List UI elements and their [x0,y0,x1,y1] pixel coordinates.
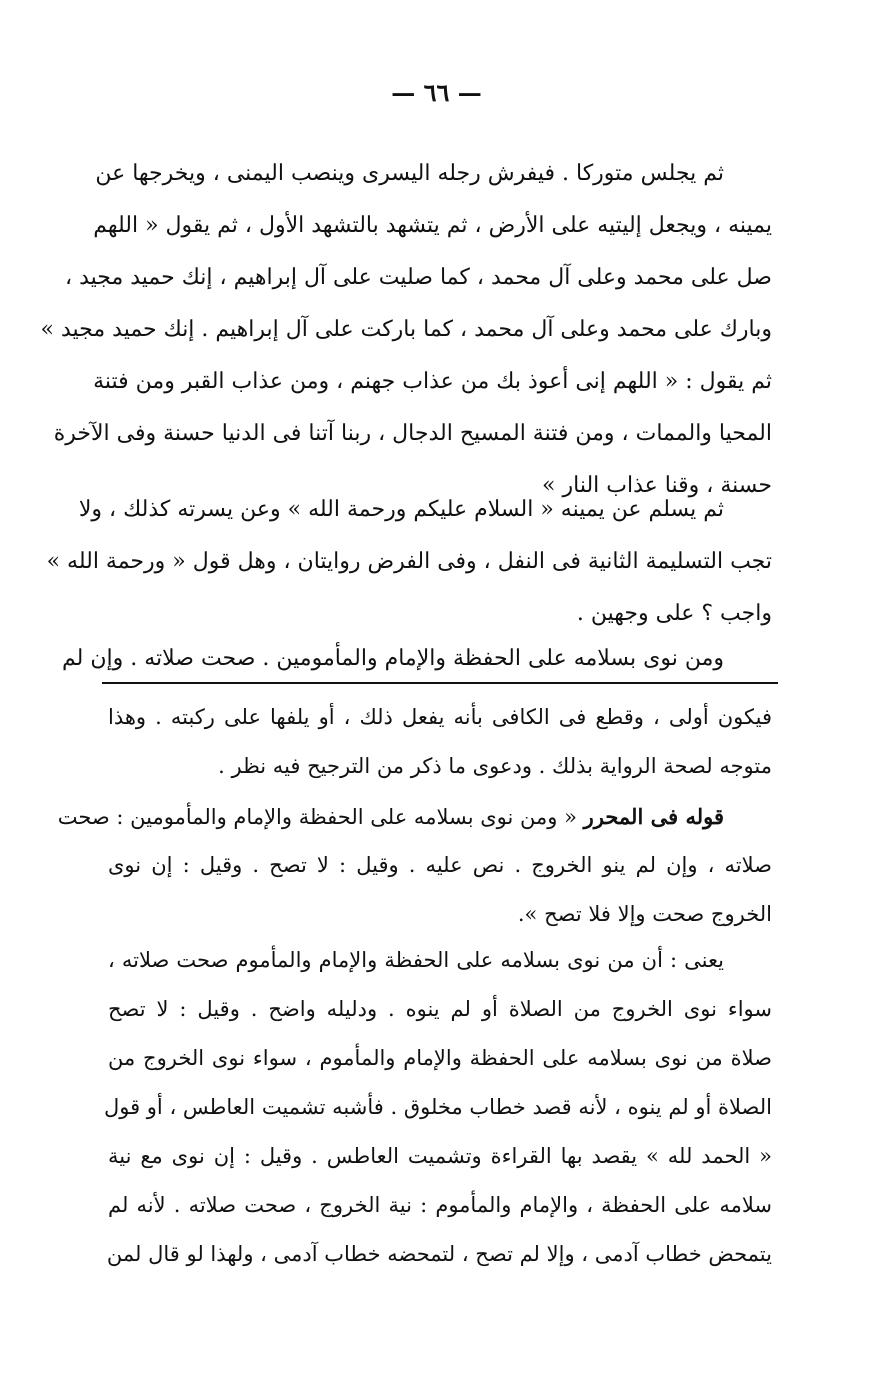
main-paragraph-2 [46,484,772,640]
heading-phrase: قوله فى المحرر [583,804,724,829]
text-line: « الحمد لله » يقصد بها القراءة وتشميت العاطس . وقيل : إن نوى مع نية [108,1144,772,1168]
text-line: الخروج صحت وإلا فلا تصح ». [517,902,772,926]
footnote-divider [102,682,778,684]
text-line: تجب التسليمة الثانية فى النفل ، وفى الفرض روايتان ، وهل قول « ورحمة الله » [46,549,772,574]
text-fragment: « ومن نوى بسلامه على الحفظة والإمام والمأمومين : صحت [57,805,577,829]
text-line: واجب ؟ على وجهين . [576,601,772,626]
text-line: سواء نوى الخروج من الصلاة أو لم ينوه . ودليله واضح . وقيل : لا تصح [108,997,772,1021]
text-line: المحيا والممات ، ومن فتنة المسيح الدجال ، ربنا آتنا فى الدنيا حسنة وفى الآخرة [53,421,772,446]
main-paragraph-3 [62,633,772,685]
text-line: يتمحض خطاب آدمى ، وإلا لم تصح ، لتمحضه خطاب آدمى ، ولهذا لو قال لمن [106,1242,772,1266]
footnote-paragraph-1 [108,693,772,791]
page-number: — ٦٦ — [391,78,482,107]
text-line: ثم يسلم عن يمينه « السلام عليكم ورحمة الله » وعن يسرته كذلك ، ولا [78,497,724,522]
text-line: فيكون أولى ، وقطع فى الكافى بأنه يفعل ذلك ، أو يلفها على ركبته . وهذا [108,705,772,729]
text-line: ثم يقول : « اللهم إنى أعوذ بك من عذاب جهنم ، ومن عذاب القبر ومن فتنة [93,369,772,394]
text-line: صلاة من نوى بسلامه على الحفظة والإمام والمأموم ، سواء نوى الخروج من [108,1046,772,1070]
text-line: ومن نوى بسلامه على الحفظة والإمام والمأمومين . صحت صلاته . وإن لم [62,646,724,671]
text-line: يمينه ، ويجعل إليتيه على الأرض ، ثم يتشهد بالتشهد الأول ، ثم يقول « اللهم [93,213,772,238]
footnote-paragraph-2 [57,792,772,939]
text-line: صلاته ، وإن لم ينو الخروج . نص عليه . وقيل : لا تصح . وقيل : إن نوى [108,853,772,877]
text-line: وبارك على محمد وعلى آل محمد ، كما باركت على آل إبراهيم . إنك حميد مجيد » [40,317,772,342]
text-line: يعنى : أن من نوى بسلامه على الحفظة والإمام والمأموم صحت صلاته ، [108,948,724,972]
text-line: الصلاة أو لم ينوه ، لأنه قصد خطاب مخلوق . فأشبه تشميت العاطس ، أو قول [103,1095,772,1119]
text-line: سلامه على الحفظة ، والإمام والمأموم : نية الخروج ، صحت صلاته . لأنه لم [108,1193,772,1217]
footnote-paragraph-3 [103,936,772,1279]
main-paragraph-1 [40,148,772,512]
text-line: حسنة ، وقنا عذاب النار » [542,473,772,498]
text-line: متوجه لصحة الرواية بذلك . ودعوى ما ذكر من الترجيح فيه نظر . [218,754,772,778]
text-line: ثم يجلس متوركا . فيفرش رجله اليسرى وينصب اليمنى ، ويخرجها عن [95,161,724,186]
text-line [57,792,772,841]
text-line: صل على محمد وعلى آل محمد ، كما صليت على آل إبراهيم ، إنك حميد مجيد ، [64,265,772,290]
